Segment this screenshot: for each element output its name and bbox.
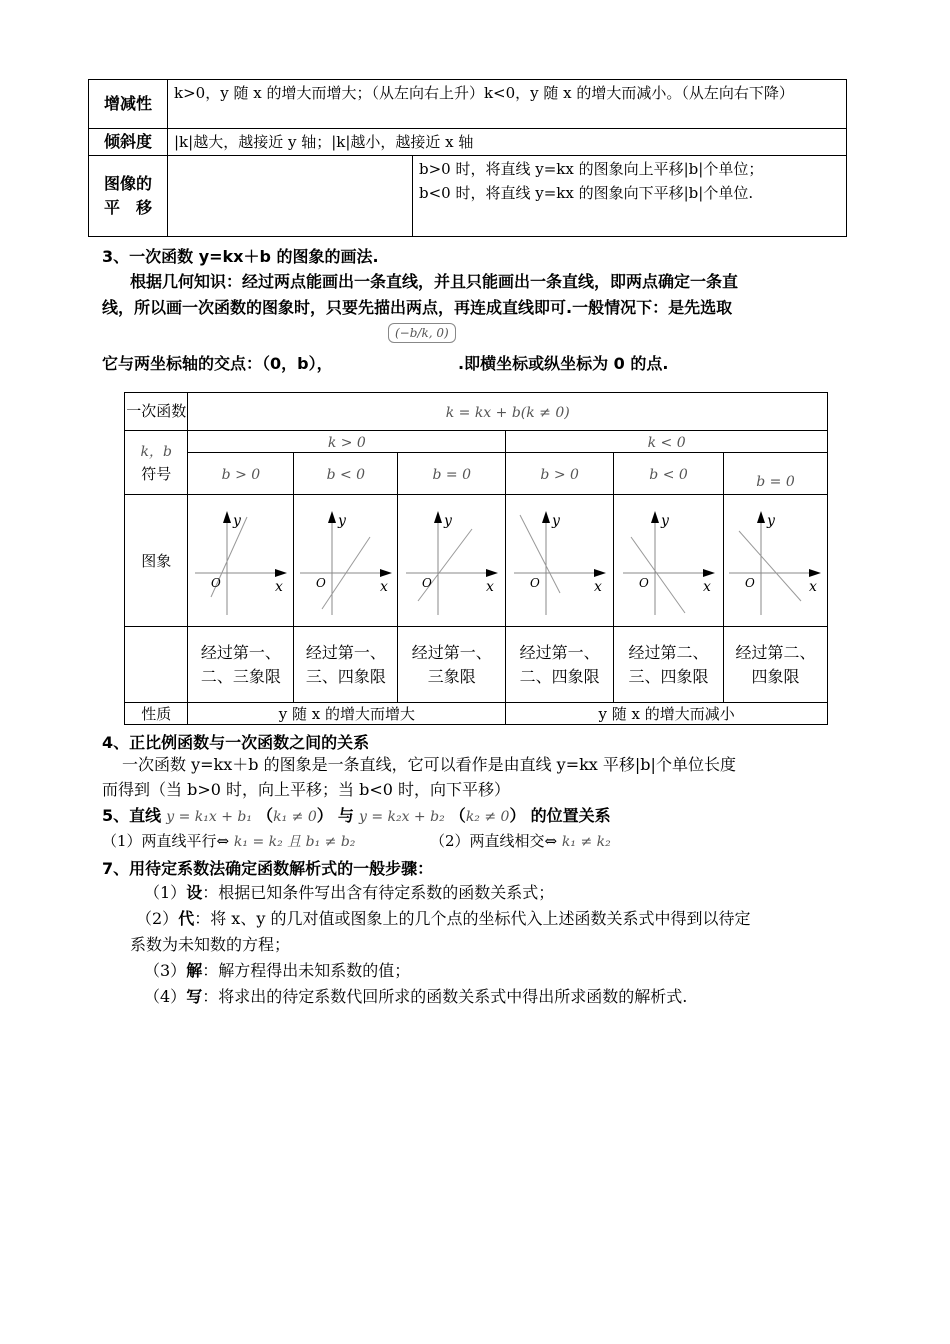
origin-label: O <box>421 575 432 590</box>
row-header-text: 图像的平 移 <box>103 174 152 217</box>
section7-title: 7、用待定系数法确定函数解析式的一般步骤： <box>102 859 434 878</box>
section5-title-a: 5、直线 <box>102 806 162 825</box>
quadrant-cell <box>614 627 724 703</box>
x-axis-arrow-icon <box>380 569 392 577</box>
graph-cell <box>398 495 506 627</box>
row-header: 增减性 <box>89 80 168 129</box>
step-text: 系数为未知数的方程； <box>130 935 291 954</box>
step <box>144 958 410 984</box>
y-axis-arrow-icon <box>757 511 765 523</box>
b-condition-text: b < 0 <box>326 466 366 483</box>
step-number: （2） <box>136 909 179 928</box>
properties-table <box>88 79 847 237</box>
step-keyword: 代 <box>178 909 195 928</box>
section3-line <box>102 350 333 378</box>
section3-title: 3、一次函数 y=kx＋b 的图象的画法. <box>102 247 379 266</box>
row-content <box>168 156 847 237</box>
x-axis-arrow-icon <box>275 569 287 577</box>
row-label: 一次函数 <box>125 393 188 431</box>
k-condition <box>188 431 506 453</box>
step-keyword: 设 <box>186 883 203 902</box>
y-axis-arrow-icon <box>223 511 231 523</box>
y-axis-label: y <box>232 512 241 529</box>
b-condition <box>188 453 294 495</box>
section4-line: 一次函数 y=kx＋b 的图象是一条直线，它可以看作是由直线 y=kx 平移|b|个单位长度 <box>122 755 736 774</box>
section3-line: 根据几何知识：经过两点能画出一条直线，并且只能画出一条直线，即两点确定一条直 <box>130 272 739 291</box>
b-condition-text: b = 0 <box>756 474 795 490</box>
y-axis-label: y <box>551 512 560 529</box>
coordinate-graph <box>510 497 610 621</box>
content-line: b>0 时，将直线 y=kx 的图象向上平移|b|个单位； <box>419 160 764 178</box>
item1-formula: k₁ = k₂ 且 b₁ ≠ b₂ <box>233 834 356 850</box>
step-text: ：将 x、y 的几对值或图象上的几个点的坐标代入上述函数关系式中得到以待定 <box>194 909 751 928</box>
quadrant-text: 经过第一、三象限 <box>411 642 492 686</box>
graph-cell <box>294 495 398 627</box>
coordinate-graph <box>619 497 719 621</box>
coordinate-graph <box>191 497 291 621</box>
coordinate-graph <box>402 497 502 621</box>
row-label-a: k，b <box>140 443 172 460</box>
linear-function-table <box>124 392 828 725</box>
origin-label: O <box>210 575 221 590</box>
row-label <box>125 627 188 703</box>
k-condition <box>506 431 828 453</box>
quadrant-text: 经过第一、二、三象限 <box>200 642 281 686</box>
graph-cell <box>614 495 724 627</box>
step-text: ：根据已知条件写出含有待定系数的函数关系式； <box>202 883 555 902</box>
row-header <box>89 156 168 237</box>
step-number: （1） <box>144 883 187 902</box>
section5-title: 5、直线 y = k₁x + b₁ （k₁ ≠ 0） 与 y = k₂x + b₂ （k₂ ≠ 0） 的位置关系 <box>102 806 611 825</box>
b-condition-text: b < 0 <box>649 466 688 483</box>
step-number: （3） <box>144 961 187 980</box>
y-axis-label: y <box>660 512 669 529</box>
x-axis-label: x <box>809 578 818 595</box>
content-line: b<0 时，将直线 y=kx 的图象向下平移|b|个单位. <box>419 184 754 202</box>
b-condition-text: b = 0 <box>432 466 472 483</box>
section3-text: 它与两坐标轴的交点：（0，b）， <box>102 354 333 373</box>
function-line <box>418 529 472 601</box>
origin-label: O <box>745 575 756 590</box>
cond2: k₂ ≠ 0 <box>465 809 510 825</box>
section4-line: 而得到（当 b>0 时，向上平移；当 b<0 时，向下平移） <box>102 780 511 799</box>
y-axis-label: y <box>337 512 346 529</box>
row-content: k>0，y 随 x 的增大而增大；（从左向右上升）k<0，y 随 x 的增大而减小。（从左向右下降） <box>168 80 847 129</box>
property-cell: y 随 x 的增大而减小 <box>506 703 828 725</box>
section4-title: 4、正比例函数与一次函数之间的关系 <box>102 733 370 752</box>
row-content: |k|越大，越接近 y 轴；|k|越小，越接近 x 轴 <box>168 129 847 156</box>
section5-title-b: 与 <box>337 806 354 825</box>
k-pos-text: k > 0 <box>327 434 366 451</box>
point-formula-text: (−b/k, 0) <box>388 323 456 343</box>
property-cell: y 随 x 的增大而增大 <box>188 703 506 725</box>
item1-text: （1）两直线平行⇔ <box>102 832 230 850</box>
y-axis-label: y <box>443 512 452 529</box>
quadrant-cell <box>188 627 294 703</box>
table-row <box>89 80 847 129</box>
quadrant-cell <box>398 627 506 703</box>
row-header: 倾斜度 <box>89 129 168 156</box>
quadrant-cell <box>506 627 614 703</box>
formula2: y = k₂x + b₂ <box>358 809 445 825</box>
quadrant-text: 经过第一、三、四象限 <box>305 642 386 686</box>
point-formula <box>388 322 456 343</box>
coordinate-graph <box>725 497 825 621</box>
x-axis-arrow-icon <box>809 569 821 577</box>
quadrant-text: 经过第一、二、四象限 <box>519 642 600 686</box>
x-axis-arrow-icon <box>594 569 606 577</box>
formula1: y = k₁x + b₁ <box>166 809 252 825</box>
function-formula <box>188 393 828 431</box>
quadrant-cell <box>723 627 827 703</box>
origin-label: O <box>638 575 649 590</box>
b-condition-text: b > 0 <box>221 466 261 483</box>
step <box>144 880 554 906</box>
graph-cell <box>723 495 827 627</box>
function-formula-text: k = kx + b(k ≠ 0) <box>445 404 570 421</box>
step-keyword: 解 <box>186 961 203 980</box>
b-condition <box>723 453 827 495</box>
x-axis-label: x <box>379 578 388 595</box>
function-line <box>739 531 801 601</box>
b-condition <box>506 453 614 495</box>
quadrant-text: 经过第二、三、四象限 <box>628 642 709 686</box>
x-axis-arrow-icon <box>703 569 715 577</box>
b-condition <box>614 453 724 495</box>
x-axis-arrow-icon <box>486 569 498 577</box>
k-neg-text: k < 0 <box>647 434 686 451</box>
b-condition <box>398 453 506 495</box>
section5-item <box>430 830 611 851</box>
y-axis-label: y <box>767 512 776 529</box>
x-axis-label: x <box>702 578 711 595</box>
x-axis-label: x <box>593 578 602 595</box>
quadrant-text: 经过第二、四象限 <box>735 642 816 686</box>
b-condition-text: b > 0 <box>540 466 579 483</box>
x-axis-label: x <box>485 578 494 595</box>
section3-text: .即横坐标或纵坐标为 0 的点. <box>458 354 669 373</box>
y-axis-arrow-icon <box>328 511 336 523</box>
graph-cell <box>188 495 294 627</box>
step-text: ：将求出的待定系数代回所求的函数关系式中得出所求函数的解析式. <box>202 987 688 1006</box>
item2-formula: k₁ ≠ k₂ <box>561 834 611 850</box>
y-axis-arrow-icon <box>542 511 550 523</box>
row-label <box>125 431 188 495</box>
coordinate-graph <box>296 497 396 621</box>
item2-text: （2）两直线相交⇔ <box>430 832 558 850</box>
y-axis-arrow-icon <box>434 511 442 523</box>
row-label: 性质 <box>125 703 188 725</box>
table-row <box>89 156 847 237</box>
b-condition <box>294 453 398 495</box>
graph-cell <box>506 495 614 627</box>
step-keyword: 写 <box>186 987 203 1006</box>
step <box>144 984 687 1010</box>
step <box>136 906 750 932</box>
y-axis-arrow-icon <box>651 511 659 523</box>
quadrant-cell <box>294 627 398 703</box>
section3-line: 线，所以画一次函数的图象时，只要先描出两点，再连成直线即可.一般情况下：是先选取 <box>102 298 733 317</box>
row-label: 图象 <box>125 495 188 627</box>
x-axis-label: x <box>274 578 283 595</box>
origin-label: O <box>529 575 540 590</box>
section5-title-c: 的位置关系 <box>530 806 611 825</box>
cond1: k₁ ≠ 0 <box>273 809 317 825</box>
function-line <box>631 537 685 613</box>
step-number: （4） <box>144 987 187 1006</box>
section5-item <box>102 830 355 851</box>
origin-label: O <box>315 575 326 590</box>
row-label-b: 符号 <box>141 464 172 483</box>
step-text: ：解方程得出未知系数的值； <box>202 961 411 980</box>
table-row <box>89 129 847 156</box>
